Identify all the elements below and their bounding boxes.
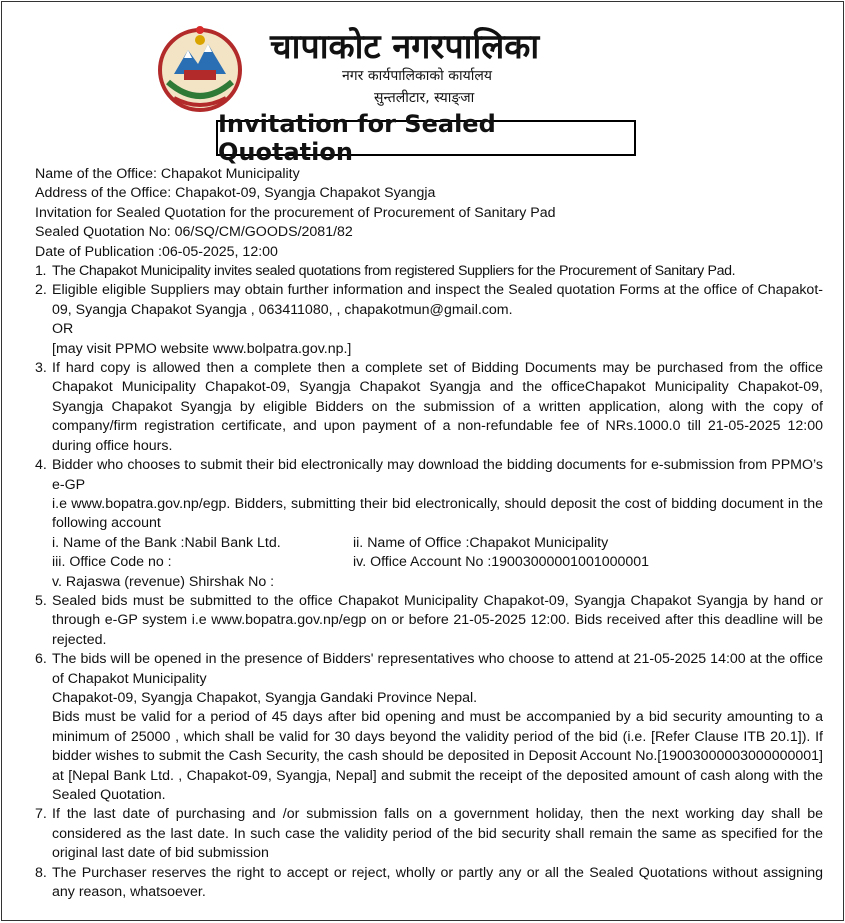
- letterhead: [2, 2, 843, 114]
- invitation-line: Invitation for Sealed Quotation for the procurement of Procurement of Sanitary Pad: [35, 204, 556, 221]
- opening-address: Chapakot-09, Syangja Chapakot, Syangja Gandaki Province Nepal.: [52, 689, 478, 706]
- clause-2: [35, 281, 823, 359]
- office-account-number: iv. Office Account No :19003000001001000001: [353, 554, 650, 571]
- clause-text: The Chapakot Municipality invites sealed quotations from registered Suppliers for the Procurement of Sanitary Pad.: [52, 263, 736, 280]
- org-name: चापाकोट नगरपालिका: [270, 27, 540, 67]
- clause-number: 5.: [35, 592, 47, 609]
- clause-6: [35, 650, 823, 805]
- clause-text-continued: i.e www.bopatra.gov.np/egp. Bidders, submitting their bid electronically, should deposit the cost of bidding document in the following account: [52, 495, 823, 532]
- notice-page: [1, 1, 844, 921]
- clause-5: [35, 592, 823, 650]
- clause-3: [35, 359, 823, 456]
- clause-number: 7.: [35, 806, 47, 823]
- clause-text: The bids will be opened in the presence of Bidders' representatives who choose to attend at 21-05-2025 14:00 at the office of Chapakot Municipality: [52, 651, 823, 687]
- notice-title-box: [216, 110, 636, 166]
- office-code: iii. Office Code no :: [52, 554, 172, 571]
- quotation-number: Sealed Quotation No: 06/SQ/CM/GOODS/2081/82: [35, 224, 353, 241]
- bank-name: i. Name of the Bank :Nabil Bank Ltd.: [52, 534, 281, 551]
- clause-text: If hard copy is allowed then a complete then a complete set of Bidding Documents may be purchased from the office Chapakot Municipality Chapakot-09, Syangja Chapakot Syangja and the officeChapakot Municipality Chapakot-09, Syangja Chapakot Syangja by eligible Bidders on the submission of a written application, along with the copy of company/firm registration certificate, and upon payment of a non-refundable fee of NRs.1000.0 till 21-05-2025 12:00 during office hours.: [52, 360, 823, 454]
- clause-website: [may visit PPMO website www.bolpatra.gov.np.]: [52, 340, 352, 357]
- bank-account-details: [52, 534, 823, 592]
- notice-meta: [35, 165, 823, 262]
- publication-date: Date of Publication :06-05-2025, 12:00: [35, 243, 278, 260]
- clause-4: [35, 456, 823, 592]
- clause-text: The Purchaser reserves the right to accept or reject, wholly or partly any or all the Sealed Quotations without assigning any reason, whatsoever.: [52, 864, 823, 901]
- notice-body: [35, 165, 823, 902]
- org-office: नगर कार्यपालिकाको कार्यालय: [342, 68, 492, 84]
- clause-text: Eligible eligible Suppliers may obtain further information and inspect the Sealed quotation Forms at the office of Chapakot-09, Syangja Chapakot Syangja , 063411080, , chapakotmun@gmail.com.: [52, 282, 823, 318]
- nepal-government-emblem-icon: [154, 20, 246, 112]
- clause-number: 2.: [35, 282, 47, 299]
- account-office-name: ii. Name of Office :Chapakot Municipality: [353, 534, 609, 551]
- clause-1: [35, 262, 823, 281]
- clause-or: OR: [52, 321, 74, 338]
- clause-text: Bidder who chooses to submit their bid electronically may download the bidding documents for e-submission from PPMO’s e-GP: [52, 457, 823, 493]
- clause-7: [35, 805, 823, 863]
- clause-number: 3.: [35, 360, 47, 377]
- clause-number: 8.: [35, 864, 47, 881]
- clause-number: 4.: [35, 457, 47, 474]
- clause-text: Sealed bids must be submitted to the office Chapakot Municipality Chapakot-09, Syangja Chapakot Syangja by hand or through e-GP system i.e www.bopatra.gov.np/egp on or before 21-05-2025 12:00. Bids received after this deadline will be rejected.: [52, 592, 823, 648]
- office-address: Address of the Office: Chapakot-09, Syangja Chapakot Syangja: [35, 185, 436, 202]
- clause-number: 1.: [35, 263, 47, 280]
- clause-8: [35, 864, 823, 903]
- clause-number: 6.: [35, 651, 47, 668]
- office-name: Name of the Office: Chapakot Municipality: [35, 166, 300, 182]
- org-address: सुन्तलीटार, स्याङ्जा: [374, 90, 475, 106]
- rajaswa-number: v. Rajaswa (revenue) Shirshak No :: [52, 573, 275, 590]
- clause-text: If the last date of purchasing and /or submission falls on a government holiday, then the next working day shall be considered as the last date. In such case the validity period of the bid security shall remain the same as specified for the original last date of bid submission: [52, 806, 823, 862]
- notice-title: Invitation for Sealed Quotation: [218, 110, 496, 166]
- bid-security-text: Bids must be valid for a period of 45 days after bid opening and must be accompanied by a bid security amounting to a minimum of 25000 , which shall be valid for 30 days beyond the validity period of the bid (i.e. [Refer Clause ITB 20.1]). If bidder wishes to submit the Cash Security, the cash should be deposited in Deposit Account No.[19003000003000000001] at [Nepal Bank Ltd. , Chapakot-09, Syangja, Nepal] and submit the receipt of the deposited amount of cash along with the Sealed Quotation.: [52, 709, 823, 803]
